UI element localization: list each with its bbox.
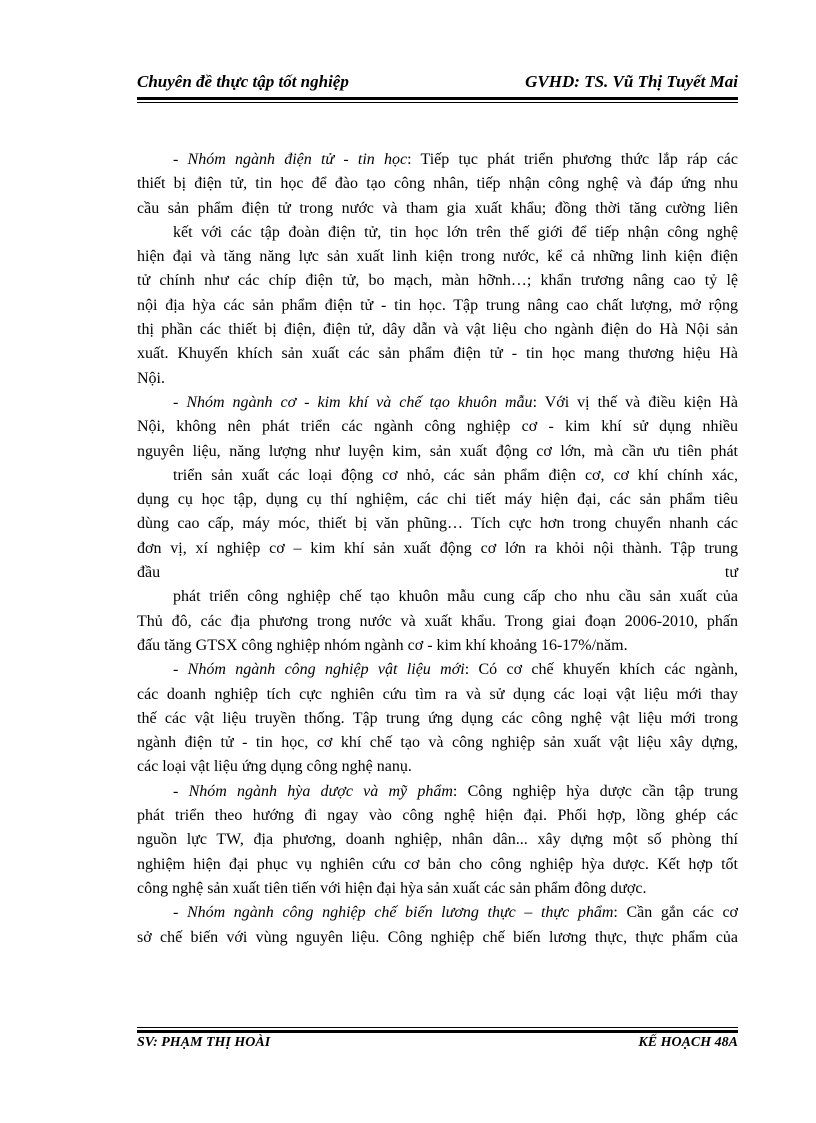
list-dash: - [173,661,188,679]
text-line [137,318,738,342]
sector-heading: Nhóm ngành cơ - kim khí và chế tạo khuôn mẫu [186,393,533,411]
text-line [137,731,738,755]
list-dash: - [173,393,187,411]
line-text: nguồn lực TW, địa phương, doanh nghiệp, nhân dân... xây dựng một số phòng thí [137,831,738,849]
line-text: đấu tăng GTSX công nghiệp nhóm ngành cơ - kim khí khoảng 16-17%/năm. [137,636,628,654]
line-text: : Có cơ chế khuyến khích các ngành, [464,661,739,679]
list-dash: - [173,904,187,922]
sector-heading: Nhóm ngành hỳa dược và mỹ phẩm [188,782,453,800]
text-line [137,512,738,536]
line-text: sở chế biến với vùng nguyên liệu. Công nghiệp chế biến lương thực, thực phẩm của [137,928,738,946]
page-footer [137,1035,738,1055]
text-line [137,269,738,293]
line-text: Nội, không nên phát triển các ngành công nghiệp cơ - kim khí sử dụng nhiều [137,418,738,436]
line-text: các loại vật liệu ứng dụng công nghệ nanụ. [137,758,412,776]
sector-heading: Nhóm ngành điện tử - tin học [187,151,408,168]
text-line [137,148,738,172]
line-text: hiện đại và tăng năng lực sản xuất linh kiện trong nước, kể cả những linh kiện điện [137,248,738,266]
line-text: thiết bị điện tử, tin học để đào tạo công nhân, tiếp nhận công nghệ và đáp ứng nhu [137,175,738,193]
text-line [137,367,738,391]
text-line [137,221,738,245]
text-line [137,877,738,901]
line-text: công nghệ sản xuất tiên tiến với hiện đại hỳa sản xuất các sản phẩm đông dược. [137,879,647,897]
line-text: ngành điện tử - tin học, cơ khí chế tạo và công nghiệp sản xuất vật liệu xây dựng, [137,734,738,752]
list-dash: - [173,151,188,168]
text-line [137,585,738,609]
line-text: Nội. [137,369,165,387]
text-line [137,537,738,561]
text-line [137,440,738,464]
page-header [137,72,738,94]
text-line [137,780,738,804]
text-line [137,683,738,707]
header-supervisor: GVHD: TS. Vũ Thị Tuyết Mai [525,72,738,91]
header-divider [137,97,738,103]
text-line [137,415,738,439]
text-line [137,294,738,318]
line-text: triển sản xuất các loại động cơ nhỏ, các sản phẩm điện cơ, cơ khí chính xác, [173,466,738,484]
line-text: dụng cụ học tập, dụng cụ thí nghiệm, các chi tiết máy hiện đại, các sản phẩm tiêu [137,491,738,509]
line-text: : Tiếp tục phát triển phương thức lắp ráp các [407,151,739,168]
footer-class: KẾ HOẠCH 48A [638,1035,738,1050]
line-text: : Cần gắn các cơ [613,904,739,922]
text-line [137,901,738,925]
line-text: Thủ đô, các địa phương trong nước và xuất khẩu. Trong giai đoạn 2006-2010, phấn [137,612,738,630]
body-text [137,148,738,950]
line-text: : Công nghiệp hỳa dược cần tập trung [452,782,739,800]
text-line [137,926,738,950]
line-text: phát triển theo hướng đi ngay vào công nghệ hiện đại. Phối hợp, lồng ghép các [137,807,738,825]
sector-heading: Nhóm ngành công nghiệp vật liệu mới [187,661,465,679]
text-line [137,488,738,512]
line-text: nội địa hỳa các sản phẩm điện tử - tin học. Tập trung nâng cao chất lượng, mở rộng [137,296,738,314]
footer-divider [137,1025,738,1033]
text-line [137,658,738,682]
header-document-title: Chuyên đề thực tập tốt nghiệp [137,72,349,91]
text-line [137,342,738,366]
sector-heading: Nhóm ngành công nghiệp chế biến lương thực – thực phẩm [186,904,614,922]
line-text: thế các vật liệu truyền thống. Tập trung ứng dụng các công nghệ vật liệu mới trong [137,709,738,727]
text-line [137,197,738,221]
line-text: kết với các tập đoàn điện tử, tin học lớn trên thế giới để tiếp nhận công nghệ [173,223,738,241]
text-line [137,755,738,779]
line-text: các doanh nghiệp tích cực nghiên cứu tìm ra và sử dụng các loại vật liệu mới thay [137,685,738,703]
text-line [137,610,738,634]
line-text: xuất. Khuyến khích sản xuất các sản phẩm điện tử - tin học mang thương hiệu Hà [137,345,738,363]
text-line [137,853,738,877]
line-text: thị phần các thiết bị điện, điện tử, dây dẫn và vật liệu cho ngành điện do Hà Nội sản [137,321,738,339]
text-line [137,172,738,196]
list-dash: - [173,782,189,800]
line-text: nguyên liệu, năng lượng như luyện kim, sản xuất động cơ lớn, mà cần ưu tiên phát [137,442,738,460]
line-text: nghiệm hiện đại phục vụ nghiên cứu cơ bản cho công nghiệp hỳa dược. Kết hợp tốt [137,855,738,873]
line-text: dùng cao cấp, máy móc, thiết bị văn phũng… Tích cực hơn trong chuyển nhanh các [137,515,738,533]
text-line [137,245,738,269]
line-text: cầu sản phẩm điện tử trong nước và tham gia xuất khẩu; đồng thời tăng cường liên [137,199,738,217]
text-line [137,561,738,585]
text-line [137,634,738,658]
line-text: phát triển công nghiệp chế tạo khuôn mẫu cung cấp cho nhu cầu sản xuất của [173,588,738,606]
text-line [137,828,738,852]
line-text: tử chính như các chíp điện tử, bo mạch, màn hỡnh…; khẩn trương nâng cao tỷ lệ [137,272,738,290]
text-line [137,391,738,415]
text-line [137,804,738,828]
line-text: : Với vị thế và điều kiện Hà [532,393,739,411]
line-text: đầu tư [137,564,738,582]
text-line [137,707,738,731]
footer-student: SV: PHẠM THỊ HOÀI [137,1035,271,1050]
text-line [137,464,738,488]
line-text: đơn vị, xí nghiệp cơ – kim khí sản xuất động cơ lớn ra khỏi nội thành. Tập trung [137,539,738,557]
